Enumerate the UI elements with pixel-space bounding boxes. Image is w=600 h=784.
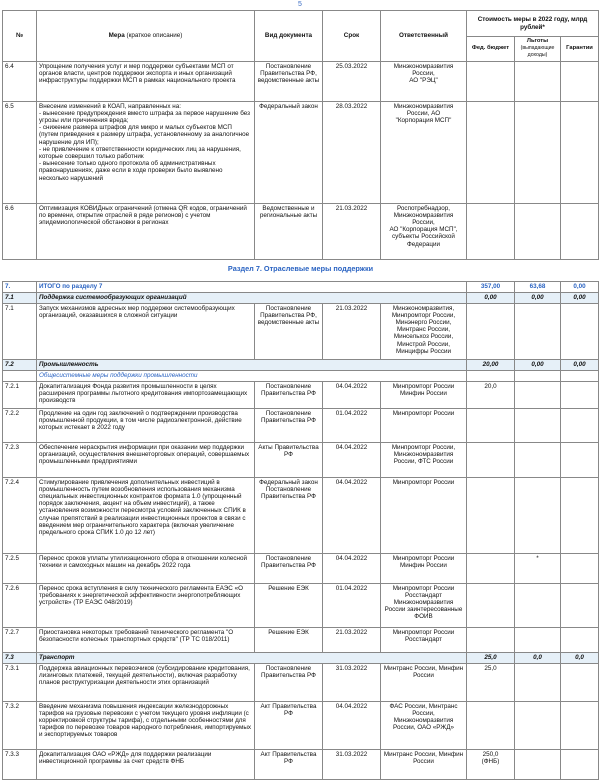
- measure-doc: Постановление Правительства РФ, ведомственные акты: [255, 303, 323, 359]
- header-fed: Фед. бюджет: [467, 37, 515, 62]
- measure-guarantees: [561, 701, 599, 749]
- measure-guarantees: [561, 381, 599, 408]
- measure-guarantees: [561, 408, 599, 442]
- measure-benefits: [515, 663, 561, 701]
- measure-measure: Запуск механизмов адресных мер поддержки системообразующих организаций, оказавшихся в сложной ситуации: [37, 303, 255, 359]
- rows-71: [3, 303, 599, 359]
- measure-doc: Постановление Правительства РФ: [255, 553, 323, 583]
- measure-benefits: [515, 583, 561, 627]
- sub-71-fed: 0,00: [467, 292, 515, 303]
- measure-benefits: [515, 303, 561, 359]
- measure-benefits: [515, 749, 561, 779]
- measure-benefits: [515, 408, 561, 442]
- measure-term: 28.03.2022: [323, 101, 381, 203]
- sub-73-benefits: 0,0: [515, 652, 561, 663]
- measure-benefits: [515, 442, 561, 477]
- measure-row: [3, 61, 599, 101]
- general-72-label: Общесистемные меры поддержки промышленности: [37, 370, 467, 381]
- measure-guarantees: [561, 442, 599, 477]
- measure-measure: Введение механизма повышения индексации железнодорожных тарифов на грузовые перевозки с учетом текущего уровня инфляции (с корректировкой структуры тарифа), с отдельными особенностями для тарифов по перевозке товаров народного потребления, импортируемых и экспортируемых товаров: [37, 701, 255, 749]
- measure-term: 21.03.2022: [323, 303, 381, 359]
- measure-term: 01.04.2022: [323, 583, 381, 627]
- measure-num: 7.2.2: [3, 408, 37, 442]
- sub-72-fed: 20,00: [467, 359, 515, 370]
- measure-doc: Акт Правительства РФ: [255, 749, 323, 779]
- measure-fed: [467, 442, 515, 477]
- measure-fed: [467, 583, 515, 627]
- measure-doc: Решение ЕЭК: [255, 627, 323, 652]
- rows-73: [3, 663, 599, 779]
- measure-num: 6.4: [3, 61, 37, 101]
- measure-guarantees: [561, 583, 599, 627]
- measure-fed: [467, 203, 515, 259]
- measure-term: 21.03.2022: [323, 627, 381, 652]
- sub-73-guarantees: 0,0: [561, 652, 599, 663]
- sub-71-label: Поддержка системообразующих организаций: [37, 292, 467, 303]
- measure-guarantees: [561, 61, 599, 101]
- measure-measure: Докапитализация ОАО «РЖД» для поддержки реализации инвестиционной программы за счет средств ФНБ: [37, 749, 255, 779]
- measure-num: 7.3.2: [3, 701, 37, 749]
- sub-71-benefits: 0,00: [515, 292, 561, 303]
- sub-73-num: 7.3: [3, 652, 37, 663]
- measure-fed: [467, 553, 515, 583]
- measure-benefits: [515, 701, 561, 749]
- measure-guarantees: [561, 303, 599, 359]
- measure-row: [3, 583, 599, 627]
- header-measure-label: Мера: [108, 32, 125, 40]
- header-cost: Стоимость меры в 2022 году, млрд рублей*: [467, 11, 599, 37]
- measure-row: [3, 101, 599, 203]
- measure-doc: Акт Правительства РФ: [255, 701, 323, 749]
- total-7-num: 7.: [3, 281, 37, 292]
- measure-guarantees: [561, 627, 599, 652]
- measure-row: [3, 203, 599, 259]
- measure-measure: Внесение изменений в КОАП, направленных на: - вынесение предупреждения вместо штрафа за первое нарушение без угрозы или причинения вреда; - снижение размера штрафов для микро и малых субъектов МСП (путем приведения к размеру штрафа, установленному за аналогичное нарушение для ИП); - не привлечение к ответственности юридических лиц за нарушения, которые совершил только работник - вынесение только одного протокола об административных правонарушениях, даже если в ходе проверки было выявлено несколько нарушений: [37, 101, 255, 203]
- measure-measure: Докапитализация Фонда развития промышленности в целях расширения программы льготного кредитования импортозамещающих производств: [37, 381, 255, 408]
- measure-row: [3, 701, 599, 749]
- measure-fed: [467, 303, 515, 359]
- measure-row: [3, 408, 599, 442]
- header-measure-note: (краткое описание): [126, 32, 183, 40]
- measure-row: [3, 442, 599, 477]
- measure-resp: Минтранс России, Минфин России: [381, 749, 467, 779]
- measure-term: 04.04.2022: [323, 701, 381, 749]
- measure-term: 01.04.2022: [323, 408, 381, 442]
- rows-section-6: [3, 61, 599, 259]
- measure-term: 04.04.2022: [323, 477, 381, 553]
- measure-benefits: [515, 477, 561, 553]
- measure-fed: [467, 408, 515, 442]
- total-7-benefits: 63,68: [515, 281, 561, 292]
- measure-doc: Ведомственные и региональные акты: [255, 203, 323, 259]
- measure-term: 04.04.2022: [323, 442, 381, 477]
- measure-term: 04.04.2022: [323, 381, 381, 408]
- sub-72-benefits: 0,00: [515, 359, 561, 370]
- measure-row: [3, 477, 599, 553]
- measure-num: 6.6: [3, 203, 37, 259]
- sub-71-num: 7.1: [3, 292, 37, 303]
- measure-measure: Стимулирование привлечения дополнительных инвестиций в промышленность путем возобновления использования механизма специальных инвестиционных контрактов формата 1.0 (упрощенный порядок заключения, акцент на объем инвестиций), а также установления возможности пересмотра условий заключенных СПИК в случае препятствий в реализации инвестиционных проектов в связи с введением мер ограничительного характера (включая увеличение предельного срока СПИК 1.0 до 12 лет): [37, 477, 255, 553]
- measure-term: 31.03.2022: [323, 749, 381, 779]
- sub-73-label: Транспорт: [37, 652, 467, 663]
- measure-guarantees: [561, 749, 599, 779]
- measures-table: [2, 10, 599, 780]
- measure-num: 7.2.3: [3, 442, 37, 477]
- general-72-fed-cell: [467, 370, 515, 381]
- header-term: Срок: [323, 11, 381, 62]
- page-number: 5: [298, 1, 302, 8]
- measure-term: 21.03.2022: [323, 203, 381, 259]
- total-7-fed: 357,00: [467, 281, 515, 292]
- measure-term: 04.04.2022: [323, 553, 381, 583]
- measure-measure: Поддержка авиационных перевозчиков (субсидирование кредитования, лизинговых платежей, текущей деятельности), включая разработку планов реструктуризации деятельности этих организаций: [37, 663, 255, 701]
- measure-fed: [467, 701, 515, 749]
- measure-num: 7.3.1: [3, 663, 37, 701]
- measure-row: [3, 663, 599, 701]
- measure-resp: Минтранс России, Минфин России: [381, 663, 467, 701]
- measure-guarantees: [561, 101, 599, 203]
- measure-resp: Минпромторг России Минфин России: [381, 553, 467, 583]
- measure-doc: Постановление Правительства РФ, ведомственные акты: [255, 61, 323, 101]
- measure-num: 6.5: [3, 101, 37, 203]
- measure-doc: Федеральный закон: [255, 101, 323, 203]
- measure-fed: [467, 101, 515, 203]
- header-benefits-label: Льготы: [526, 38, 549, 44]
- measure-num: 7.2.7: [3, 627, 37, 652]
- measure-resp: Минэкономразвития, Минпромторг России, Минэнерго России, Минтранс России, Минсельхоз России, Минстрой России, Минцифры России: [381, 303, 467, 359]
- measure-row: [3, 381, 599, 408]
- measure-doc: Постановление Правительства РФ: [255, 663, 323, 701]
- sub-73-fed: 25,0: [467, 652, 515, 663]
- measure-resp: Минпромторг России: [381, 477, 467, 553]
- measure-term: 31.03.2022: [323, 663, 381, 701]
- measure-num: 7.2.4: [3, 477, 37, 553]
- measure-guarantees: [561, 477, 599, 553]
- measure-guarantees: [561, 663, 599, 701]
- measure-benefits: [515, 381, 561, 408]
- measure-resp: Минпромторг России Росстандарт Минэкономразвития России заинтересованные ФОИВ: [381, 583, 467, 627]
- measure-fed: 250,0 (ФНБ): [467, 749, 515, 779]
- sub-72-guarantees: 0,00: [561, 359, 599, 370]
- measure-measure: Обеспечение нераскрытия информации при оказании мер поддержки организаций, осуществления внешнеторговых операций, совершаемых промышленными предприятиями: [37, 442, 255, 477]
- measure-resp: Минпромторг России: [381, 408, 467, 442]
- measure-doc: Федеральный закон Постановление Правительства РФ: [255, 477, 323, 553]
- measure-benefits: [515, 203, 561, 259]
- general-72-guarantees-cell: [561, 370, 599, 381]
- sub-72-label: Промышленность: [37, 359, 467, 370]
- sub-72-group: [3, 359, 599, 381]
- measure-doc: Решение ЕЭК: [255, 583, 323, 627]
- measure-fed: [467, 627, 515, 652]
- header-doc: Вид документа: [255, 11, 323, 62]
- measure-term: 25.03.2022: [323, 61, 381, 101]
- measure-resp: Минэкономразвития России, АО "Корпорация МСП": [381, 101, 467, 203]
- measure-fed: [467, 477, 515, 553]
- measure-benefits: *: [515, 553, 561, 583]
- section-7-title: Раздел 7. Отраслевые меры поддержки: [3, 259, 599, 281]
- header-resp: Ответственный: [381, 11, 467, 62]
- measure-measure: Оптимизация КОВИДных ограничений (отмена QR кодов, ограничений по времени, открытие отраслей в ряде регионов) с учетом эпидемиологической обстановки в регионах: [37, 203, 255, 259]
- measure-benefits: [515, 627, 561, 652]
- measure-num: 7.2.1: [3, 381, 37, 408]
- total-7-guarantees: 0,00: [561, 281, 599, 292]
- measure-doc: Постановление Правительства РФ: [255, 408, 323, 442]
- measure-benefits: [515, 101, 561, 203]
- measure-measure: Упрощение получения услуг и мер поддержки субъектами МСП от органов власти, центров поддержки экспорта и иных организаций инфраструктуры поддержки МСП в рамках национального проекта: [37, 61, 255, 101]
- header-benefits: [515, 37, 561, 62]
- measure-fed: [467, 61, 515, 101]
- measure-fed: 20,0: [467, 381, 515, 408]
- section-7-title-group: [3, 259, 599, 303]
- rows-72: [3, 381, 599, 652]
- header-benefits-note: (выпадающие доходы): [520, 45, 555, 59]
- measure-row: [3, 627, 599, 652]
- measure-measure: Приостановка некоторых требований технического регламента "О безопасности колесных транспортных средств" (ТР ТС 018/2011): [37, 627, 255, 652]
- sub-73-group: [3, 652, 599, 663]
- measure-guarantees: [561, 553, 599, 583]
- measure-num: 7.1: [3, 303, 37, 359]
- measure-measure: Продление на один год заключений о подтверждении производства промышленной продукции, в том числе радиоэлектронной, действие которых истекает в 2022 году: [37, 408, 255, 442]
- measure-measure: Перенос сроков уплаты утилизационного сбора в отношении колесной техники и самоходных машин на декабрь 2022 года: [37, 553, 255, 583]
- measure-resp: Роспотребнадзор, Минэкономразвития России, АО "Корпорация МСП", субъекты Российской Федерации: [381, 203, 467, 259]
- measure-resp: Минпромторг России Росстандарт: [381, 627, 467, 652]
- measure-row: [3, 553, 599, 583]
- measure-resp: Минпромторг России Минфин России: [381, 381, 467, 408]
- sub-72-num: 7.2: [3, 359, 37, 370]
- header-measure: [37, 11, 255, 62]
- measure-row: [3, 749, 599, 779]
- header-num: №: [3, 11, 37, 62]
- measure-num: 7.2.6: [3, 583, 37, 627]
- measure-resp: ФАС России, Минтранс России, Минэкономразвития России, ОАО «РЖД»: [381, 701, 467, 749]
- header-guarantees: Гарантии: [561, 37, 599, 62]
- general-72-benefits-cell: [515, 370, 561, 381]
- sub-71-guarantees: 0,00: [561, 292, 599, 303]
- measure-measure: Перенос срока вступления в силу технического регламента ЕАЭС «О требованиях к энергетической эффективности энергопотребляющих устройств» (ТР ЕАЭС 048/2019): [37, 583, 255, 627]
- total-7-label: ИТОГО по разделу 7: [37, 281, 467, 292]
- measure-guarantees: [561, 203, 599, 259]
- measure-row: [3, 303, 599, 359]
- measure-num: 7.3.3: [3, 749, 37, 779]
- measure-doc: Постановление Правительства РФ: [255, 381, 323, 408]
- measure-resp: Минэкономразвития России, АО "РЭЦ": [381, 61, 467, 101]
- measure-fed: 25,0: [467, 663, 515, 701]
- measure-doc: Акты Правительства РФ: [255, 442, 323, 477]
- measure-num: 7.2.5: [3, 553, 37, 583]
- general-72-num-cell: [3, 370, 37, 381]
- measure-resp: Минпромторг России, Минэкономразвития России, ФТС России: [381, 442, 467, 477]
- measure-benefits: [515, 61, 561, 101]
